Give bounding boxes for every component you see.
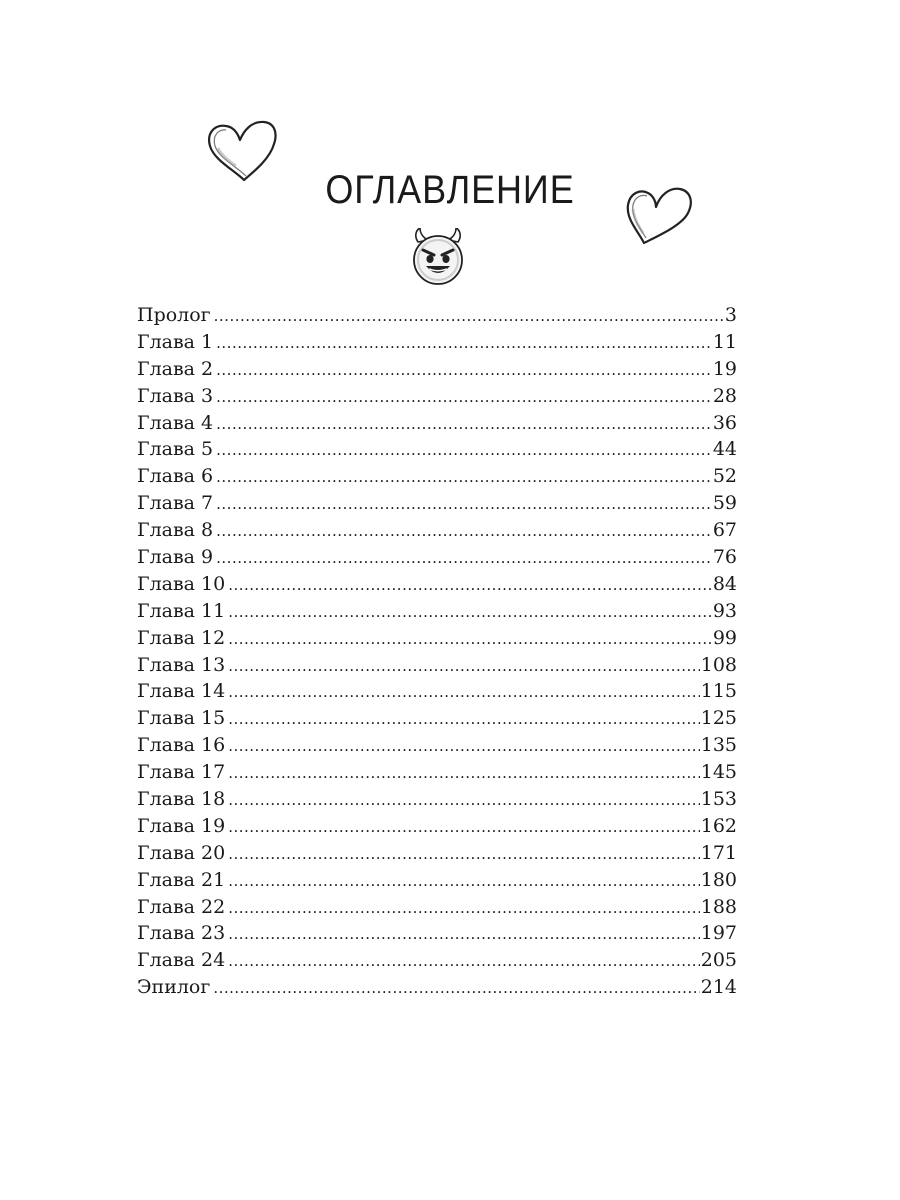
toc-entry-page-number: 28 [712,384,737,407]
toc-entry [137,813,737,840]
toc-entry-page-number: 125 [700,707,737,730]
toc-entry-label: Эпилог [137,976,211,999]
toc-dot-leader [228,679,700,706]
toc-dot-leader [228,841,700,868]
toc-entry [137,625,737,652]
toc-entry-label: Глава 9 [137,546,214,569]
toc-entry [137,840,737,867]
toc-entry-label: Глава 10 [137,572,226,595]
toc-dot-leader [216,464,712,491]
toc-entry-page-number: 36 [712,411,737,434]
toc-dot-leader [228,706,700,733]
toc-entry [137,544,737,571]
toc-entry-label: Пролог [137,304,211,326]
toc-entry-label: Глава 15 [137,707,226,730]
toc-entry [137,705,737,732]
toc-entry-page-number: 188 [700,895,737,918]
toc-entry-page-number: 11 [712,330,737,353]
toc-entry-page-number: 162 [700,814,737,837]
toc-entry [137,652,737,679]
page-title: ОГЛАВЛЕНИЕ [325,168,575,212]
toc-entry [137,974,737,1001]
toc-entry-label: Глава 8 [137,519,214,542]
toc-dot-leader [214,303,724,330]
toc-entry [137,410,737,437]
toc-entry [137,867,737,894]
toc-entry-label: Глава 6 [137,465,214,488]
toc-entry [137,490,737,517]
toc-dot-leader [216,357,712,384]
toc-entry [137,947,737,974]
toc-entry-label: Глава 23 [137,922,226,945]
toc-entry [137,302,737,329]
toc-entry-page-number: 99 [712,626,737,649]
toc-entry [137,732,737,759]
toc-entry-page-number: 76 [712,546,737,569]
toc-entry-label: Глава 22 [137,895,226,918]
toc-entry-label: Глава 21 [137,868,226,891]
toc-entry [137,894,737,921]
toc-entry [137,517,737,544]
toc-entry-label: Глава 24 [137,949,226,972]
toc-entry-page-number: 135 [700,734,737,757]
toc-dot-leader [228,787,700,814]
toc-dot-leader [216,518,712,545]
toc-dot-leader [216,545,712,572]
toc-entry [137,571,737,598]
toc-entry [137,463,737,490]
toc-entry-page-number: 205 [700,949,737,972]
toc-dot-leader [228,948,700,975]
toc-dot-leader [216,437,712,464]
toc-entry-label: Глава 14 [137,680,226,703]
toc-entry-label: Глава 19 [137,814,226,837]
toc-entry-page-number: 180 [700,868,737,891]
toc-entry-page-number: 59 [712,492,737,515]
toc-entry [137,598,737,625]
toc-dot-leader [228,814,700,841]
toc-entry [137,786,737,813]
toc-entry [137,759,737,786]
toc-entry-label: Глава 16 [137,734,226,757]
toc-entry-page-number: 84 [712,572,737,595]
toc-entry-label: Глава 2 [137,357,214,380]
toc-dot-leader [228,572,712,599]
devil-emoji-icon [406,228,470,286]
toc-dot-leader [228,868,700,895]
toc-entry [137,920,737,947]
toc-entry-label: Глава 5 [137,438,214,461]
toc-entry-label: Глава 11 [137,599,226,622]
toc-entry [137,436,737,463]
toc-entry [137,678,737,705]
toc-entry-label: Глава 12 [137,626,226,649]
toc-entry-page-number: 214 [700,976,737,999]
toc-entry-label: Глава 3 [137,384,214,407]
toc-dot-leader [228,599,712,626]
table-of-contents [137,302,737,1001]
toc-entry-label: Глава 4 [137,411,214,434]
toc-dot-leader [228,760,700,787]
toc-entry-page-number: 67 [712,519,737,542]
toc-entry-page-number: 171 [700,841,737,864]
toc-entry [137,356,737,383]
toc-dot-leader [228,653,700,680]
toc-entry-page-number: 108 [700,653,737,676]
toc-entry-label: Глава 20 [137,841,226,864]
toc-dot-leader [213,975,699,1002]
toc-dot-leader [216,330,712,357]
toc-dot-leader [216,411,712,438]
toc-entry-page-number: 197 [700,922,737,945]
toc-dot-leader [228,733,700,760]
toc-entry-label: Глава 13 [137,653,226,676]
toc-entry-page-number: 52 [712,465,737,488]
toc-entry-page-number: 44 [712,438,737,461]
toc-entry-label: Глава 18 [137,788,226,811]
toc-entry-label: Глава 1 [137,330,214,353]
toc-entry [137,329,737,356]
toc-entry-page-number: 145 [700,761,737,784]
toc-entry-page-number: 93 [712,599,737,622]
toc-entry-page-number: 115 [700,680,737,703]
toc-dot-leader [228,626,712,653]
toc-dot-leader [228,921,700,948]
toc-dot-leader [228,895,700,922]
toc-entry-page-number: 3 [724,304,737,326]
toc-entry-label: Глава 7 [137,492,214,515]
toc-entry-page-number: 19 [712,357,737,380]
toc-dot-leader [216,491,712,518]
toc-entry [137,383,737,410]
toc-dot-leader [216,384,712,411]
toc-entry-label: Глава 17 [137,761,226,784]
toc-entry-page-number: 153 [700,788,737,811]
